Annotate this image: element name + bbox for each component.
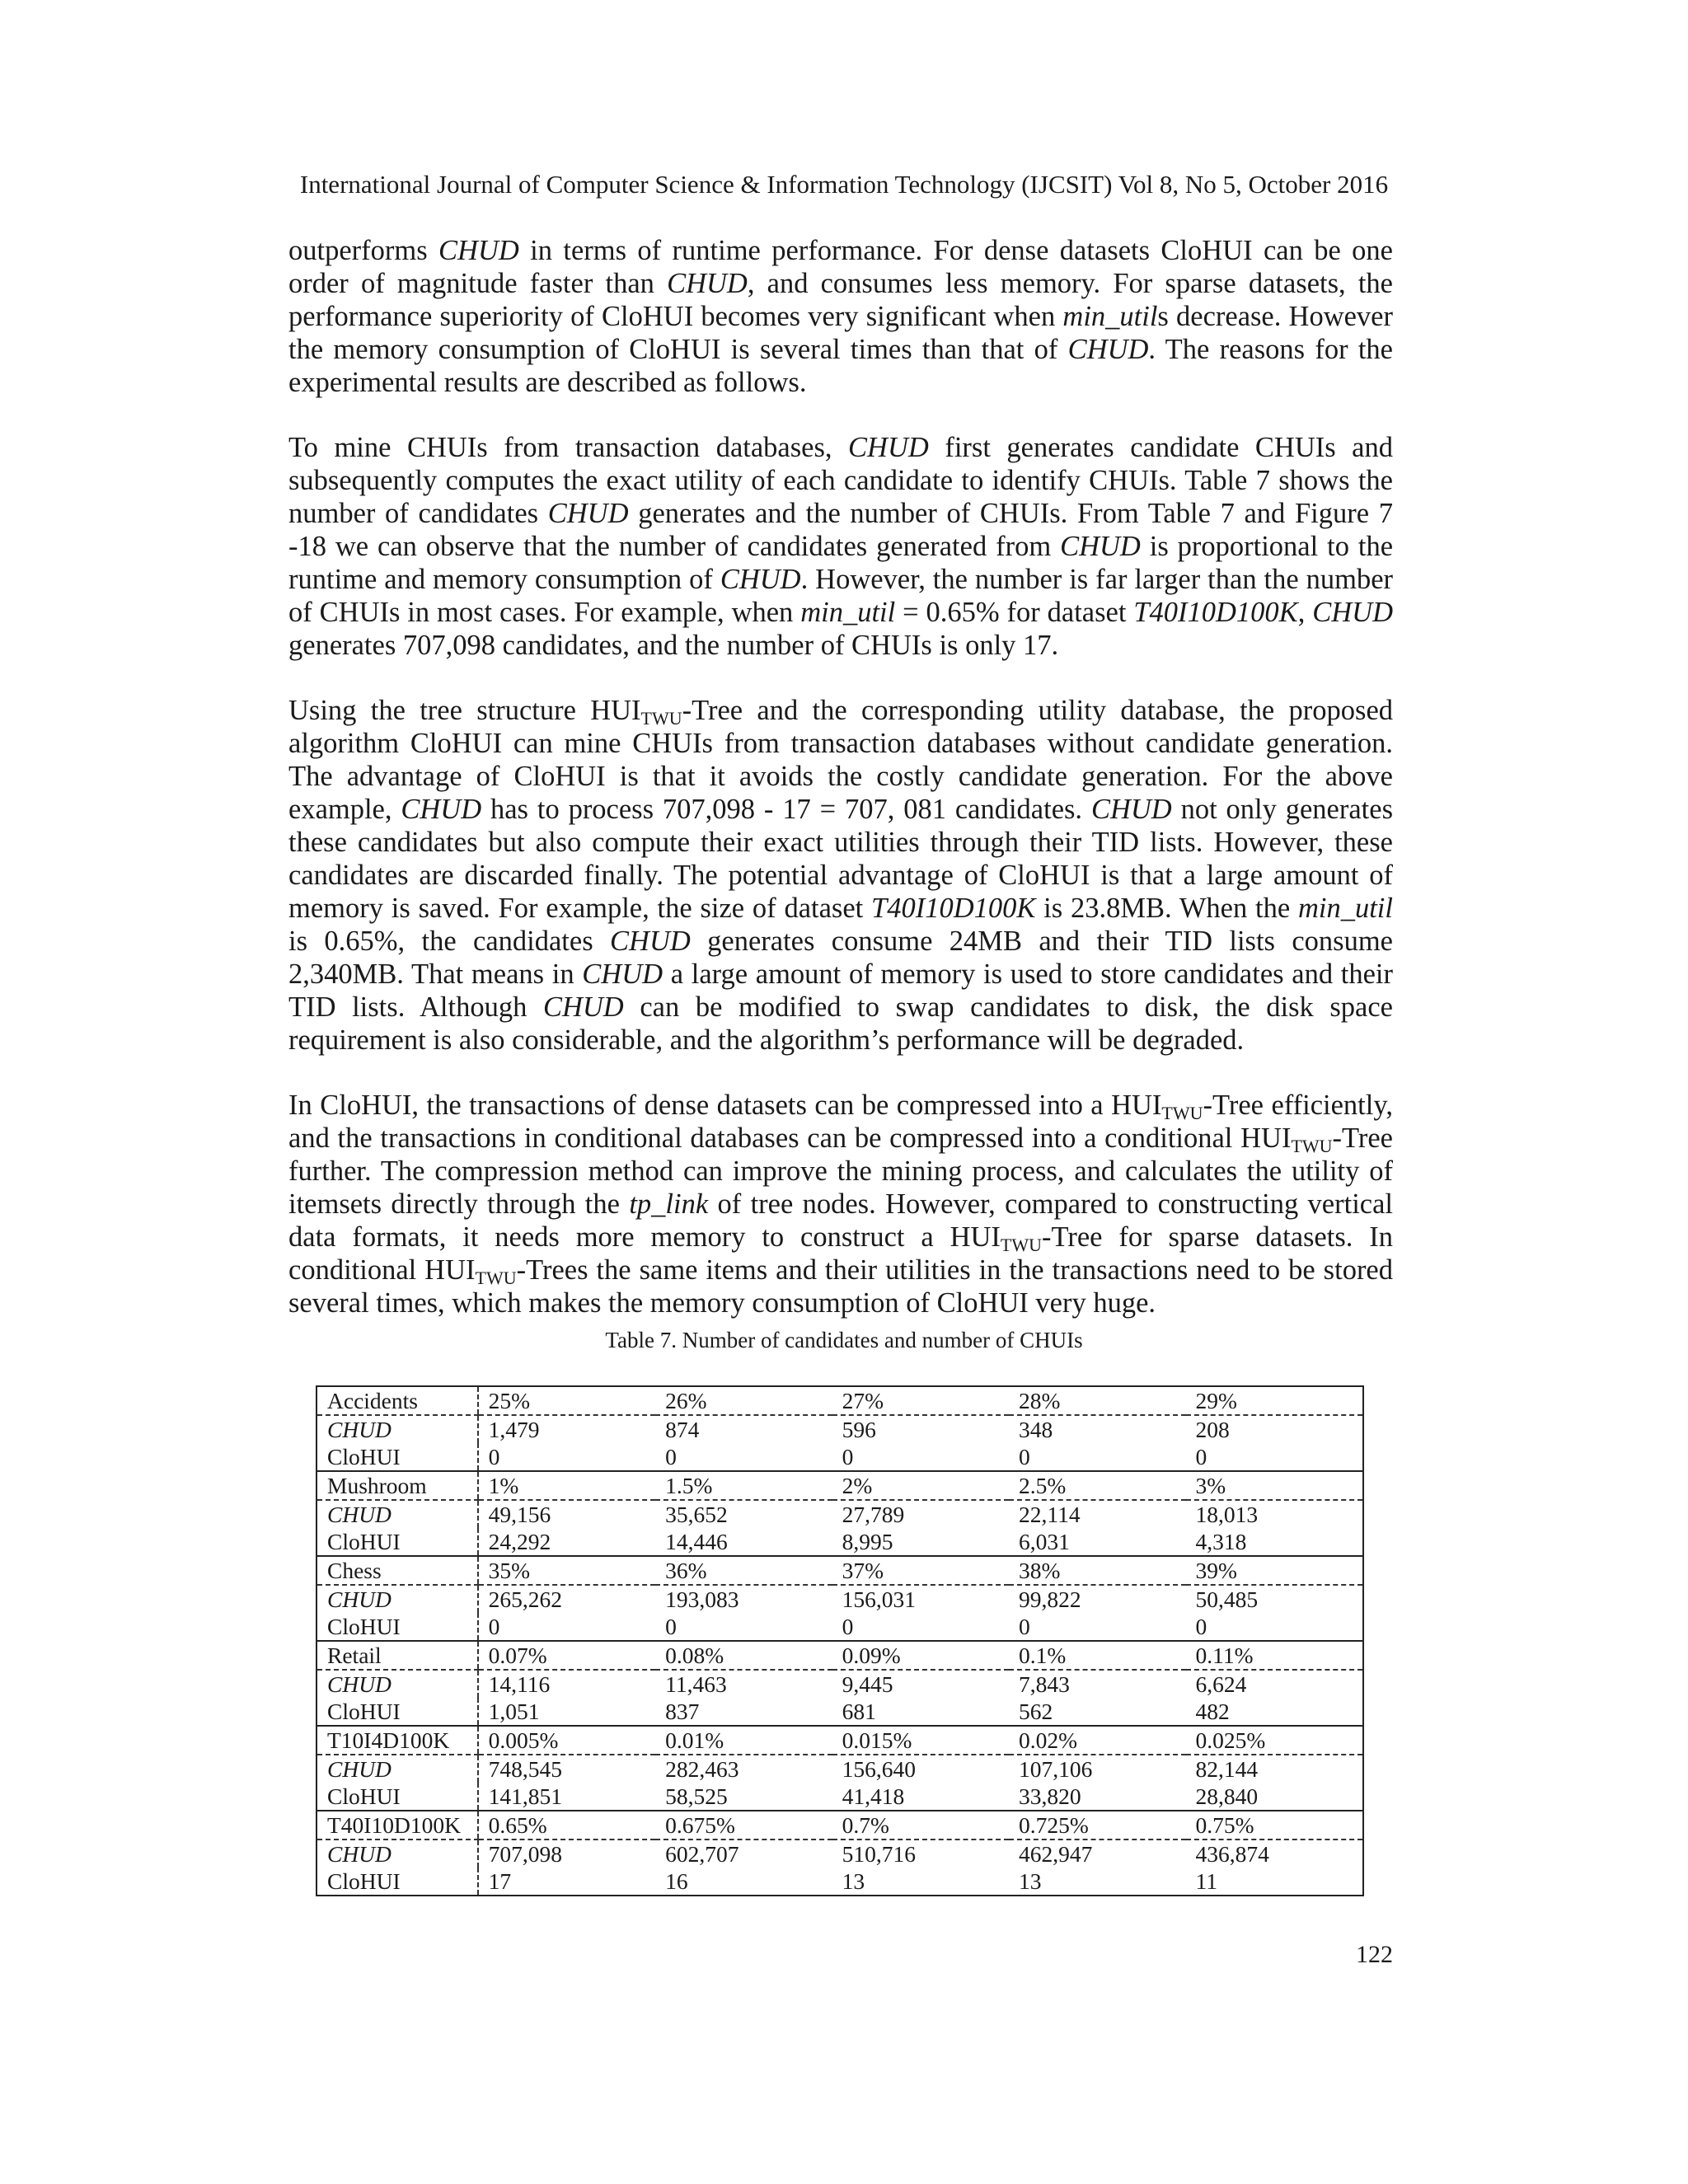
- table-cell: 14,446: [665, 1528, 728, 1554]
- table-cell: 8,995: [842, 1528, 893, 1554]
- table-cell: 156,640: [842, 1755, 916, 1782]
- threshold-row: [316, 1726, 1363, 1755]
- table-cell: 0.01%: [655, 1726, 832, 1755]
- row-label: CloHUI: [327, 1783, 401, 1809]
- table-cell: 0.09%: [832, 1641, 1009, 1670]
- table-cell: 0.07%: [478, 1641, 655, 1670]
- table-cell: 13: [1019, 1868, 1042, 1894]
- row-label: Mushroom: [316, 1471, 478, 1500]
- table-cell: 7,843: [1019, 1671, 1070, 1697]
- table-cell: 0.02%: [1009, 1726, 1185, 1755]
- table-cell: 17: [478, 1868, 655, 1896]
- table-cell: 99,822: [1019, 1586, 1081, 1612]
- table-cell: 38%: [1009, 1556, 1185, 1585]
- table-cell: 35%: [478, 1556, 655, 1585]
- paragraph-3: Using the tree structure $HUI_{TWU}$-Tree and the corresponding utility database, the proposed algorithm CloHUI can mine CHUIs from transaction databases without candidate generation. The advantage of CloHUI is that it avoids the costly candidate generation. For the above example, CHUD has to process 707,098 - 17 = 707, 081 candidates. CHUD not only generates these candidates but also compute their exact utilities through their TID lists. However, these candidates are discarded finally. The potential advantage of CloHUI is that a large amount of memory is saved. For example, the size of dataset T40I10D100K is 23.8MB. When the min_util is 0.65%, the candidates CHUD generates consume 24MB and their TID lists consume 2,340MB. That means in CHUD a large amount of memory is used to store candidates and their TID lists. Although CHUD can be modified to swap candidates to disk, the disk space requirement is also considerable, and the algorithm’s performance will be degraded.: [288, 695, 1394, 1056]
- table-cell: 0.08%: [655, 1641, 832, 1670]
- table-cell: 265,262: [478, 1585, 655, 1613]
- table-cell: 348: [1019, 1416, 1053, 1442]
- table-cell: 28,840: [1195, 1783, 1259, 1809]
- table-cell: 562: [1019, 1698, 1053, 1724]
- table-cell: 0: [1019, 1443, 1030, 1469]
- table-cell: 2%: [832, 1471, 1009, 1500]
- table-cell: 37%: [832, 1556, 1009, 1585]
- table-cell: 27%: [832, 1386, 1009, 1415]
- threshold-row: [316, 1556, 1363, 1585]
- table-cell: 36%: [655, 1556, 832, 1585]
- table-cell: 25%: [478, 1386, 655, 1415]
- page-number: 122: [1356, 1941, 1393, 1968]
- table-cell: 0: [478, 1443, 655, 1471]
- paragraph-4: In CloHUI, the transactions of dense datasets can be compressed into a $HUI_{TWU}$-Tree efficiently, and the transactions in conditional databases can be compressed into a conditional $HUI_{TWU}$-Tree further. The compression method can improve the mining process, and calculates the utility of itemsets directly through the tp_link of tree nodes. However, compared to constructing vertical data formats, it needs more memory to construct a $HUI_{TWU}$-Tree for sparse datasets. In conditional $HUI_{TWU}$-Trees the same items and their utilities in the transactions need to be stored several times, which makes the memory consumption of CloHUI very huge.: [288, 1090, 1394, 1319]
- table-cell: 707,098: [478, 1840, 655, 1868]
- row-label: CloHUI: [327, 1613, 401, 1639]
- clohui-row: [316, 1443, 1363, 1471]
- row-label: CHUD: [327, 1755, 392, 1782]
- journal-header: International Journal of Computer Science & Information Technology (IJCSIT) Vol 8, No 5, October 2016: [299, 170, 1389, 199]
- table-cell: 141,851: [478, 1783, 655, 1811]
- table-cell: 58,525: [665, 1783, 728, 1809]
- row-label: T40I10D100K: [316, 1811, 478, 1840]
- chud-row: [316, 1415, 1363, 1443]
- table-cell: 874: [665, 1416, 700, 1442]
- threshold-row: [316, 1811, 1363, 1840]
- table-cell: 0.65%: [478, 1811, 655, 1840]
- table-cell: 748,545: [478, 1755, 655, 1783]
- table-cell: 0: [665, 1613, 677, 1639]
- clohui-row: [316, 1868, 1363, 1896]
- table-cell: 11: [1195, 1868, 1217, 1894]
- table-cell: 0.725%: [1009, 1811, 1185, 1840]
- chud-row: [316, 1840, 1363, 1868]
- table-cell: 482: [1195, 1698, 1230, 1724]
- table-cell: 6,031: [1019, 1528, 1070, 1554]
- paragraph-1: outperforms CHUD in terms of runtime performance. For dense datasets CloHUI can be one order of magnitude faster than CHUD, and consumes less memory. For sparse datasets, the performance superiority of CloHUI becomes very significant when min_utils decrease. However the memory consumption of CloHUI is several times than that of CHUD. The reasons for the experimental results are described as follows.: [288, 235, 1393, 398]
- row-label: CloHUI: [327, 1443, 401, 1469]
- chud-row: [316, 1500, 1363, 1528]
- table-cell: 16: [665, 1868, 688, 1894]
- table-cell: 28%: [1009, 1386, 1185, 1415]
- table-cell: 0.015%: [832, 1726, 1009, 1755]
- threshold-row: [316, 1641, 1363, 1670]
- clohui-row: [316, 1783, 1363, 1811]
- table-cell: 0.675%: [655, 1811, 832, 1840]
- table-cell: 596: [842, 1416, 876, 1442]
- table-cell: 49,156: [478, 1500, 655, 1528]
- table-cell: 18,013: [1195, 1501, 1259, 1527]
- row-label: CHUD: [327, 1501, 392, 1527]
- table-cell: 13: [842, 1868, 865, 1894]
- table-cell: 602,707: [665, 1840, 739, 1867]
- table-cell: 0.1%: [1009, 1641, 1185, 1670]
- row-label: Accidents: [316, 1386, 478, 1415]
- row-label: CHUD: [327, 1416, 392, 1442]
- table-cell: 208: [1195, 1416, 1230, 1442]
- row-label: CloHUI: [327, 1868, 401, 1894]
- body-text: [288, 234, 1393, 1352]
- table-cell: 462,947: [1019, 1840, 1093, 1867]
- table-cell: 0.11%: [1186, 1641, 1363, 1670]
- row-label: CloHUI: [327, 1698, 401, 1724]
- threshold-row: [316, 1471, 1363, 1500]
- table-cell: 1%: [478, 1471, 655, 1500]
- table-cell: 35,652: [665, 1501, 728, 1527]
- row-label: CHUD: [327, 1586, 392, 1612]
- table-cell: 39%: [1186, 1556, 1363, 1585]
- table-caption: Table 7. Number of candidates and number of CHUIs: [605, 1328, 1083, 1352]
- chud-row: [316, 1670, 1363, 1698]
- table-cell: 0: [1019, 1613, 1030, 1639]
- table-cell: 6,624: [1195, 1671, 1247, 1697]
- table-cell: 156,031: [842, 1586, 916, 1612]
- results-table: [316, 1385, 1364, 1896]
- table-cell: 681: [842, 1698, 876, 1724]
- clohui-row: [316, 1613, 1363, 1641]
- table-cell: 2.5%: [1009, 1471, 1185, 1500]
- table-cell: 24,292: [478, 1528, 655, 1556]
- table-cell: 0: [842, 1443, 854, 1469]
- table-cell: 1,479: [478, 1415, 655, 1443]
- table-cell: 1.5%: [655, 1471, 832, 1500]
- table-cell: 82,144: [1195, 1755, 1259, 1782]
- threshold-row: [316, 1386, 1363, 1415]
- table-cell: 0: [1195, 1613, 1207, 1639]
- table-cell: 3%: [1186, 1471, 1363, 1500]
- row-label: CHUD: [327, 1840, 392, 1867]
- clohui-row: [316, 1698, 1363, 1726]
- table-cell: 27,789: [842, 1501, 905, 1527]
- table-cell: 0.005%: [478, 1726, 655, 1755]
- chud-row: [316, 1755, 1363, 1783]
- row-label: CloHUI: [327, 1528, 401, 1554]
- table-cell: 107,106: [1019, 1755, 1093, 1782]
- table-cell: 14,116: [478, 1670, 655, 1698]
- table-cell: 1,051: [478, 1698, 655, 1726]
- row-label: T10I4D100K: [316, 1726, 478, 1755]
- table-cell: 0.75%: [1186, 1811, 1363, 1840]
- row-label: CHUD: [327, 1671, 392, 1697]
- table-cell: 9,445: [842, 1671, 893, 1697]
- row-label: Chess: [316, 1556, 478, 1585]
- table-cell: 33,820: [1019, 1783, 1081, 1809]
- table-cell: 11,463: [665, 1671, 727, 1697]
- table-cell: 0: [478, 1613, 655, 1641]
- table-cell: 436,874: [1195, 1840, 1269, 1867]
- table-cell: 193,083: [665, 1586, 739, 1612]
- table-cell: 0.025%: [1186, 1726, 1363, 1755]
- table-cell: 50,485: [1195, 1586, 1259, 1612]
- table-cell: 29%: [1186, 1386, 1363, 1415]
- table-cell: 0.7%: [832, 1811, 1009, 1840]
- clohui-row: [316, 1528, 1363, 1556]
- table-cell: 41,418: [842, 1783, 905, 1809]
- table-cell: 22,114: [1019, 1501, 1081, 1527]
- table-cell: 0: [842, 1613, 854, 1639]
- table-cell: 0: [665, 1443, 677, 1469]
- table-cell: 4,318: [1195, 1528, 1247, 1554]
- table-cell: 837: [665, 1698, 700, 1724]
- table-cell: 510,716: [842, 1840, 916, 1867]
- paragraph-2: To mine CHUIs from transaction databases, CHUD first generates candidate CHUIs and subsequently computes the exact utility of each candidate to identify CHUIs. Table 7 shows the number of candidates CHUD generates and the number of CHUIs. From Table 7 and Figure 7 -18 we can observe that the number of candidates generated from CHUD is proportional to the runtime and memory consumption of CHUD. However, the number is far larger than the number of CHUIs in most cases. For example, when min_util = 0.65% for dataset T40I10D100K, CHUD generates 707,098 candidates, and the number of CHUIs is only 17.: [288, 432, 1394, 661]
- chud-row: [316, 1585, 1363, 1613]
- row-label: Retail: [316, 1641, 478, 1670]
- table-cell: 282,463: [665, 1755, 739, 1782]
- table-cell: 0: [1195, 1443, 1207, 1469]
- table-cell: 26%: [655, 1386, 832, 1415]
